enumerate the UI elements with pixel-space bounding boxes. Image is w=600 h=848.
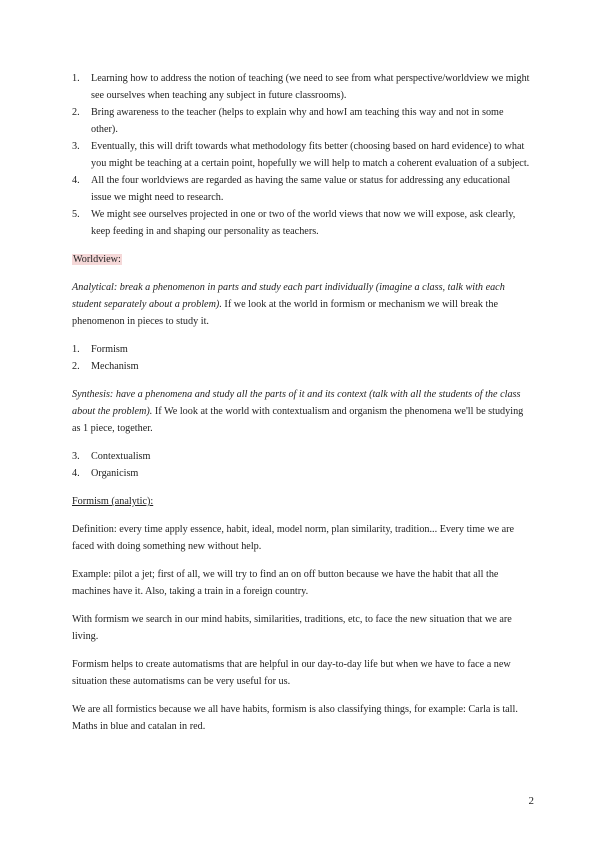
analytical-definition: Analytical: break a phenomenon in parts and study each part individually (imagine a class, talk with each student separately about a problem). — [72, 282, 505, 310]
formistics-paragraph: We are all formistics because we all have habits, formism is also classifying things, for example: Carla is tall. Maths in blue and catalan in red. — [72, 704, 518, 732]
synthesis-paragraph — [72, 386, 532, 437]
list-item — [72, 448, 532, 465]
synthesis-explanation: If We look at the world with contextualism and organism the phenomena we'll be studying as 1 piece, together. — [72, 406, 524, 434]
habits-paragraph: With formism we search in our mind habits, similarities, traditions, etc, to face the new situation that we are living. — [72, 614, 512, 642]
list-text: We might see ourselves projected in one or two of the world views that now we will expose, ask clearly, keep feeding in and shaping our personality as teachers. — [91, 209, 516, 237]
list-text: Eventually, this will drift towards what methodology fits better (choosing based on hard evidence) to what you might be teaching at a certain point, hopefully we will help to match a coherent evaluation of a subject. — [91, 141, 530, 169]
list-item — [72, 465, 532, 482]
worldview-heading-line — [72, 251, 532, 268]
list-number: 2. — [72, 107, 80, 118]
analytical-paragraph — [72, 279, 532, 330]
automatisms-paragraph: Formism helps to create automatisms that are helpful in our day-to-day life but when we have to face a new situation these automatisms can be very useful for us. — [72, 659, 511, 687]
list-item — [72, 70, 532, 104]
list-number: 4. — [72, 175, 80, 186]
list-text: Formism — [91, 344, 128, 355]
list-number: 3. — [72, 451, 80, 462]
list-number: 4. — [72, 468, 80, 479]
list-number: 2. — [72, 361, 80, 372]
analytic-list — [72, 341, 532, 375]
list-number: 1. — [72, 344, 80, 355]
list-text: Mechanism — [91, 361, 139, 372]
page-number: 2 — [528, 795, 534, 807]
example-paragraph: Example: pilot a jet; first of all, we will try to find an on off button because we have the habit that all the machines have it. Also, taking a train in a foreign country. — [72, 569, 499, 597]
analytical-explanation: If we look at the world in formism or mechanism we will break the phenomenon in pieces to study it. — [72, 299, 498, 327]
list-item — [72, 206, 532, 240]
list-text: Learning how to address the notion of teaching (we need to see from what perspective/worldview we might see ourselves when teaching any subject in future classrooms). — [91, 73, 530, 101]
worldview-heading: Worldview: — [73, 254, 121, 265]
list-text: Organicism — [91, 468, 139, 479]
list-number: 1. — [72, 73, 80, 84]
list-item — [72, 138, 532, 172]
list-text: Bring awareness to the teacher (helps to explain why and howI am teaching this way and not in some other). — [91, 107, 504, 135]
synthesis-definition: Synthesis: have a phenomena and study all the parts of it and its context (talk with all the students of the class about the problem). — [72, 389, 521, 417]
list-number: 3. — [72, 141, 80, 152]
list-item — [72, 172, 532, 206]
list-text: Contextualism — [91, 451, 151, 462]
synthesis-list — [72, 448, 532, 482]
list-item — [72, 104, 532, 138]
intro-list — [72, 70, 532, 240]
formism-heading-line — [72, 493, 532, 510]
page-content — [72, 70, 532, 735]
list-number: 5. — [72, 209, 80, 220]
formism-heading: Formism (analytic): — [72, 496, 154, 507]
list-item — [72, 358, 532, 375]
definition-paragraph: Definition: every time apply essence, habit, ideal, model norm, plan similarity, tradition... Every time we are faced with doing something new without help. — [72, 524, 515, 552]
list-text: All the four worldviews are regarded as having the same value or status for addressing any educational issue we might need to research. — [91, 175, 511, 203]
list-item — [72, 341, 532, 358]
